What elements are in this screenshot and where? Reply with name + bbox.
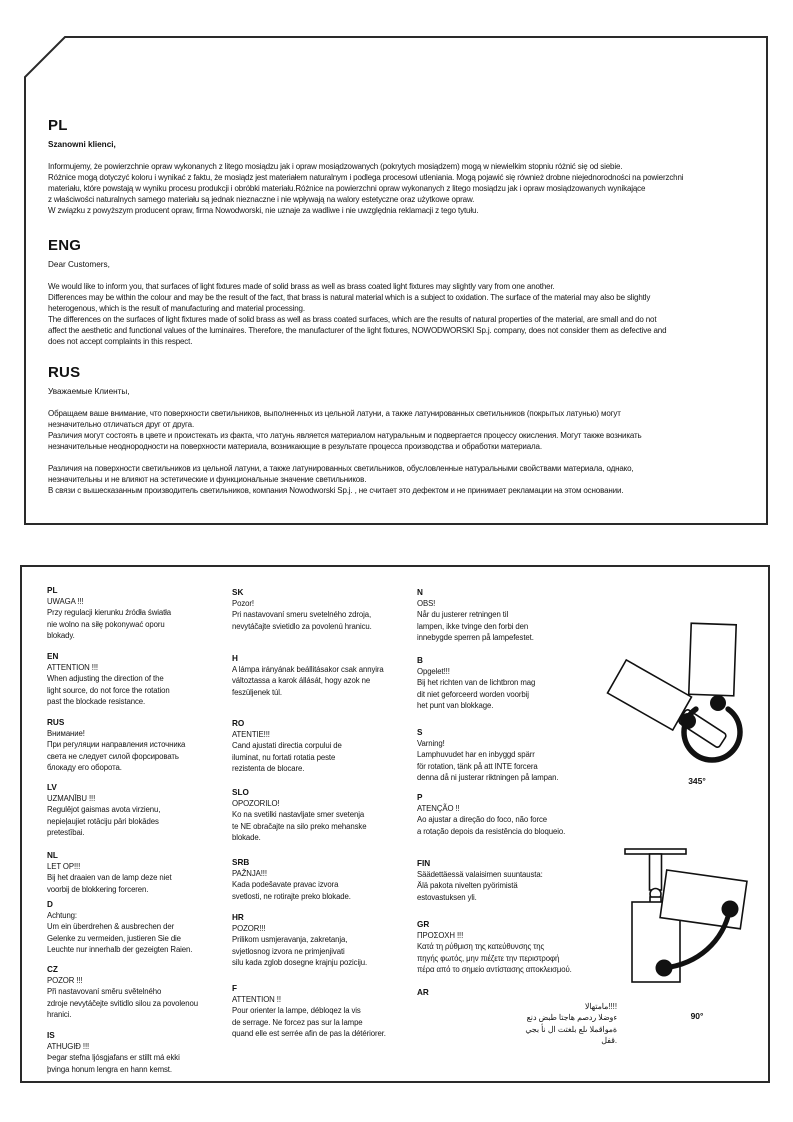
warning-line: مامتهالا!!!! [584, 1002, 617, 1012]
warning-line: pretestībai. [47, 827, 85, 837]
warning-text [417, 930, 607, 975]
warning-block-d [47, 899, 237, 955]
notice-line: W związku z powyższym producent opraw, firma Nowodworski, nie uznaje za wadliwe i nie uwzględnia reklamacji z tego tytułu. [48, 206, 479, 215]
warning-line: rezistenta de blocare. [232, 763, 305, 773]
warning-text [417, 869, 607, 903]
notice-line: Различия могут состоять в цвете и проистекать из факта, что латунь является материалом натуральным и подвергается процессу окисления. Могут также возникать [48, 431, 642, 440]
warning-line: Pozor! [232, 599, 254, 609]
warning-line: Przy regulacji kierunku źródła światła [47, 608, 172, 618]
language-code: SLO [232, 788, 249, 797]
warning-line: silu kada zglob dosegne krajnju poziciju. [232, 957, 368, 967]
notice-line: affect the aesthetic and functional values of the luminaires. Therefore, the manufacturer of the light fixtures, NOWODWORSKI Sp.j. company, does not consider them as defective and [48, 326, 667, 335]
warning-text [232, 868, 422, 902]
warning-line: ΠΡΟΣΟΧΗ !!! [417, 931, 464, 941]
warning-line: Bij het draaien van de lamp deze niet [47, 873, 172, 883]
notice-line: The differences on the surfaces of light fixtures made of solid brass as well as brass coated surfaces, which are the results of natural properties of the material, are small and do not [48, 315, 657, 324]
language-code: IS [47, 1031, 55, 1040]
warning-line: света не следует силой форсировать [47, 751, 179, 761]
warning-line: változtassa a karok állását, hogy azok ne [232, 676, 371, 686]
warning-text [232, 598, 422, 632]
warning-line: UWAGA !!! [47, 597, 84, 607]
warning-line: Regulējot gaismas avota virzienu, [47, 805, 161, 815]
notice-section-eng [48, 238, 750, 347]
warning-line: de serrage. Ne forcez pas sur la lampe [232, 1017, 363, 1027]
pivot-dot-icon [722, 901, 739, 918]
warning-text [47, 861, 237, 895]
warning-text [417, 1001, 617, 1046]
warning-line: iluminat, nu fortati rotatia peste [232, 752, 336, 762]
warning-line: Внимание! [47, 729, 85, 739]
warning-line: OBS! [417, 599, 436, 609]
warning-line: Varning! [417, 739, 445, 749]
warning-block-cz [47, 964, 237, 1020]
language-code: F [232, 984, 238, 993]
warning-text [47, 975, 237, 1020]
warnings-column-2 [232, 567, 422, 1081]
warning-line: POZOR!!! [232, 924, 266, 934]
warning-line: zdroje nevytáčejte svitidlo silou za povolenou [47, 998, 198, 1008]
warning-line: Prilikom usmjeravanja, zakretanja, [232, 935, 348, 945]
warning-line: Ao ajustar a direção do foco, não force [417, 815, 548, 825]
warning-block-en [47, 651, 237, 707]
salutation: Szanowni klienci, [48, 140, 116, 149]
language-heading: RUS [48, 364, 81, 381]
warning-text [232, 923, 422, 968]
language-code: CZ [47, 965, 58, 974]
warning-line: ATHUGIÐ !!! [47, 1042, 90, 1052]
warning-line: PAŽNJA!!! [232, 869, 267, 879]
warning-text [47, 793, 237, 838]
warnings-column-3 [417, 567, 617, 1081]
warning-line: för rotation, tänk på att INTE forcera [417, 761, 538, 771]
warning-line: ATTENTION !! [232, 995, 281, 1005]
warning-text [47, 910, 237, 955]
warning-line: svetlosti, ne rotirajte preko blokade. [232, 891, 351, 901]
warning-line: При регуляции направления источника [47, 740, 186, 750]
notice-line: We would like to inform you, that surfaces of light fixtures made of solid brass as well as brass coated light fixtures may slightly vary from one another. [48, 282, 555, 291]
warning-line: Pri nastavovaní smeru svetelného zdroja, [232, 610, 372, 620]
warning-block-ar [417, 987, 617, 1046]
notice-line: незначительные неоднородности на поверхности материала, возникающие в результате процесса производства и обработки материала. [48, 442, 542, 451]
warning-line: A lámpa irányának beállitásakor csak annyira [232, 665, 384, 675]
warning-box [20, 565, 770, 1083]
warning-block-is [47, 1030, 237, 1075]
notice-line: незначительно отличаться друг от друга. [48, 420, 195, 429]
warning-text [232, 798, 422, 843]
warning-line: Um ein überdrehen & ausbrechen der [47, 922, 175, 932]
warning-line: voorbij de blokkering forceren. [47, 884, 149, 894]
rotation-angle-345-label: 345° [688, 776, 706, 786]
warning-text [47, 596, 237, 641]
notice-line: does not accept complaints in this respect. [48, 337, 193, 346]
language-code: RUS [47, 718, 65, 727]
warning-line: Når du justerer retningen til [417, 610, 509, 620]
warning-line: Při nastavovaní směru světelného [47, 987, 162, 997]
warning-line: Κατά τη ρύθμιση της κατεύθυνσης της [417, 942, 545, 952]
warning-block-h [232, 653, 422, 698]
notice-line: Różnice mogą dotyczyć koloru i wynikać z faktu, że mosiądz jest materiałem naturalnym i podlega procesowi utleniania. Mogą pojawić się również drobne niejednorodności na powierzchni [48, 173, 684, 182]
warning-line: blokade. [232, 832, 261, 842]
warning-block-pl [47, 585, 237, 641]
warning-line: Cand ajustati directia corpului de [232, 741, 342, 751]
language-code: H [232, 654, 238, 663]
warning-line: Opgelet!!! [417, 667, 450, 677]
warning-line: UZMANĪBU !!! [47, 794, 96, 804]
notice-line: Обращаем ваше внимание, что поверхности светильников, выполненных из цельной латуни, а также латунированных светильников (покрытых латунью) могут [48, 409, 621, 418]
warning-line: þvinga honum lengra en hann kemst. [47, 1064, 172, 1074]
warning-block-hr [232, 912, 422, 968]
language-code: SK [232, 588, 244, 597]
warning-line: Lamphuvudet har en inbyggd spärr [417, 750, 535, 760]
warning-line: ءوضلا ردصم هاجتا طبض دنع [526, 1013, 617, 1023]
notice-line [48, 452, 750, 463]
language-code: FIN [417, 859, 431, 868]
warning-line: svjetlosnog izvora ne primjenjivati [232, 946, 345, 956]
warning-block-sk [232, 587, 422, 632]
mount-stem-icon [650, 854, 662, 890]
language-code: PL [47, 586, 58, 595]
warning-line: ةمواقملا ىلع بلغتت ال نأ بجي [525, 1024, 617, 1034]
warning-line: het punt van blokkage. [417, 700, 494, 710]
warning-line: innebygde sperren på lampefestet. [417, 632, 534, 642]
warning-block-rus [47, 717, 237, 773]
warning-line: Pour orienter la lampe, débloqez la vis [232, 1006, 361, 1016]
warning-line: hranici. [47, 1009, 72, 1019]
warning-line: Gelenke zu vermeiden, justieren Sie die [47, 933, 181, 943]
warning-line: ATENTIE!!! [232, 730, 270, 740]
warning-line: When adjusting the direction of the [47, 674, 164, 684]
warning-line: lampen, ikke tvinge den forbi den [417, 621, 529, 631]
warning-text [232, 729, 422, 774]
pivot-dot-icon [710, 695, 726, 711]
language-code: SRB [232, 858, 250, 867]
warning-line: denna då ni justerar riktningen på lampan. [417, 772, 559, 782]
language-code: D [47, 900, 53, 909]
language-code: EN [47, 652, 59, 661]
warning-line: Þegar stefna ljósgjafans er stillt má ekki [47, 1053, 180, 1063]
language-heading: ENG [48, 237, 82, 254]
notice-line: Различия на поверхности светильников из цельной латуни, а также латунированных светильников, обусловленные натуральными свойствами материала, однако, [48, 464, 634, 473]
warning-text [232, 664, 422, 698]
pivot-dot-icon [656, 960, 673, 977]
notice-text [48, 161, 750, 216]
language-code: B [417, 656, 423, 665]
warning-block-slo [232, 787, 422, 843]
notice-text [48, 281, 750, 347]
language-code: LV [47, 783, 57, 792]
warning-text [417, 666, 607, 711]
warning-line: feszüljenek túl. [232, 687, 282, 697]
notice-text [48, 408, 750, 496]
warning-text [47, 1041, 237, 1075]
notice-line: materiału, które powstają w wyniku procesu produkcji i obróbki materiału.Różnice na powierzchni opraw wykonanych z litego mosiądzu jak i opraw mosiądzowanych wynikające [48, 184, 646, 193]
warning-line: estovastuksen yli. [417, 892, 477, 902]
warning-line: nie wolno na siłę pokonywać oporu [47, 619, 165, 629]
warning-block-gr [417, 919, 607, 975]
language-code: HR [232, 913, 244, 922]
warning-text [47, 728, 237, 773]
warning-line: past the blockade resistance. [47, 696, 146, 706]
notice-line: Informujemy, że powierzchnie opraw wykonanych z litego mosiądzu jak i opraw mosiądzowanych (pokrytych mosiądzem) mogą w niewielkim stopniu różnić się od siebie. [48, 162, 623, 171]
warning-block-s [417, 727, 607, 783]
warning-text [47, 662, 237, 707]
warning-line: ATTENTION !!! [47, 663, 98, 673]
warning-block-ro [232, 718, 422, 774]
warning-line: Achtung: [47, 911, 77, 921]
warning-line: OPOZORILO! [232, 799, 280, 809]
language-code: NL [47, 851, 58, 860]
warning-block-n [417, 587, 607, 643]
warning-line: Säädettäessä valaisimen suuntausta: [417, 870, 543, 880]
notice-box [24, 36, 768, 525]
language-code: AR [417, 988, 429, 997]
warning-line: te NE obračajte na silo preko mehanske [232, 821, 367, 831]
warnings-column-1 [47, 567, 237, 1081]
warning-block-fin [417, 858, 607, 903]
lamp-head-upright-icon [689, 623, 736, 696]
warning-line: LET OP!!! [47, 862, 81, 872]
warning-line: a rotação depois da resistência do bloqueio. [417, 826, 566, 836]
notice-line: z właściwości naturalnych samego materiału są jednak nieznaczne i nie wpływają na walory estetyczne oraz użytkowe opraw. [48, 195, 475, 204]
language-heading: PL [48, 117, 68, 134]
warning-block-lv [47, 782, 237, 838]
notice-section-rus [48, 365, 750, 496]
notice-line: Differences may be within the colour and may be the result of the fact, that brass is natural material which is a subject to oxidation. The surface of the material may also be slightly [48, 293, 651, 302]
lamp-head-tilted-icon [660, 870, 747, 929]
warning-line: Ko na svetilki nastavljate smer svetenja [232, 810, 365, 820]
warning-line: блокаду его оборота. [47, 762, 122, 772]
notice-section-pl [48, 118, 750, 216]
warning-block-srb [232, 857, 422, 902]
warning-line: blokady. [47, 630, 75, 640]
warning-text [417, 598, 607, 643]
warning-block-f [232, 983, 422, 1039]
warning-line: quand elle est serrée afin de pas la détériorer. [232, 1028, 386, 1038]
notice-line: незначительны и не влияют на эстетические и функциональные значение светильников. [48, 475, 367, 484]
notice-line: heterogenous, which is the result of manufacturing and material processing. [48, 304, 305, 313]
language-code: S [417, 728, 423, 737]
language-code: GR [417, 920, 430, 929]
language-code: P [417, 793, 423, 802]
warning-line: POZOR !!! [47, 976, 83, 986]
pivot-dot-icon [680, 713, 696, 729]
salutation: Уважаемые Клиенты, [48, 387, 130, 396]
warning-line: Bij het richten van de lichtbron mag [417, 678, 536, 688]
warning-block-b [417, 655, 607, 711]
warning-block-p [417, 792, 607, 837]
warning-line: ATENÇÃO !! [417, 804, 460, 814]
rotation-figure-345 [594, 594, 769, 804]
warning-line: πηγής φωτός, μην πιέζετε την περιστροφή [417, 953, 560, 963]
warning-line: قفل. [601, 1035, 617, 1045]
rotation-figure-90 [600, 845, 770, 995]
warning-line: nevytáčajte svietidlo za povolenú hranicu. [232, 621, 372, 631]
warning-line: Älä pakota nivelten pyörimistä [417, 881, 518, 891]
warning-block-nl [47, 850, 237, 895]
warning-line: Leuchte nur innerhalb der gezeigten Raien. [47, 944, 193, 954]
warning-text [232, 994, 422, 1039]
language-code: N [417, 588, 423, 597]
warning-text [417, 738, 607, 783]
warning-line: Kada podešavate pravac izvora [232, 880, 339, 890]
warning-line: dit niet geforceerd worden voorbij [417, 689, 529, 699]
warning-line: light source, do not force the rotation [47, 685, 170, 695]
language-code: RO [232, 719, 245, 728]
rotation-angle-90-label: 90° [690, 1011, 704, 1021]
warning-text [417, 803, 607, 837]
warning-line: πέρα από το σημείο αντίστασης αποκλεισμού. [417, 964, 572, 974]
notice-line: В связи с вышесказанным производитель светильников, компания Nowodworski Sp.j. , не считает это дефектом и не принимает рекламации на этом основании. [48, 486, 624, 495]
warning-line: nepieļaujiet rotāciju pāri blokādes [47, 816, 159, 826]
salutation: Dear Customers, [48, 260, 110, 269]
